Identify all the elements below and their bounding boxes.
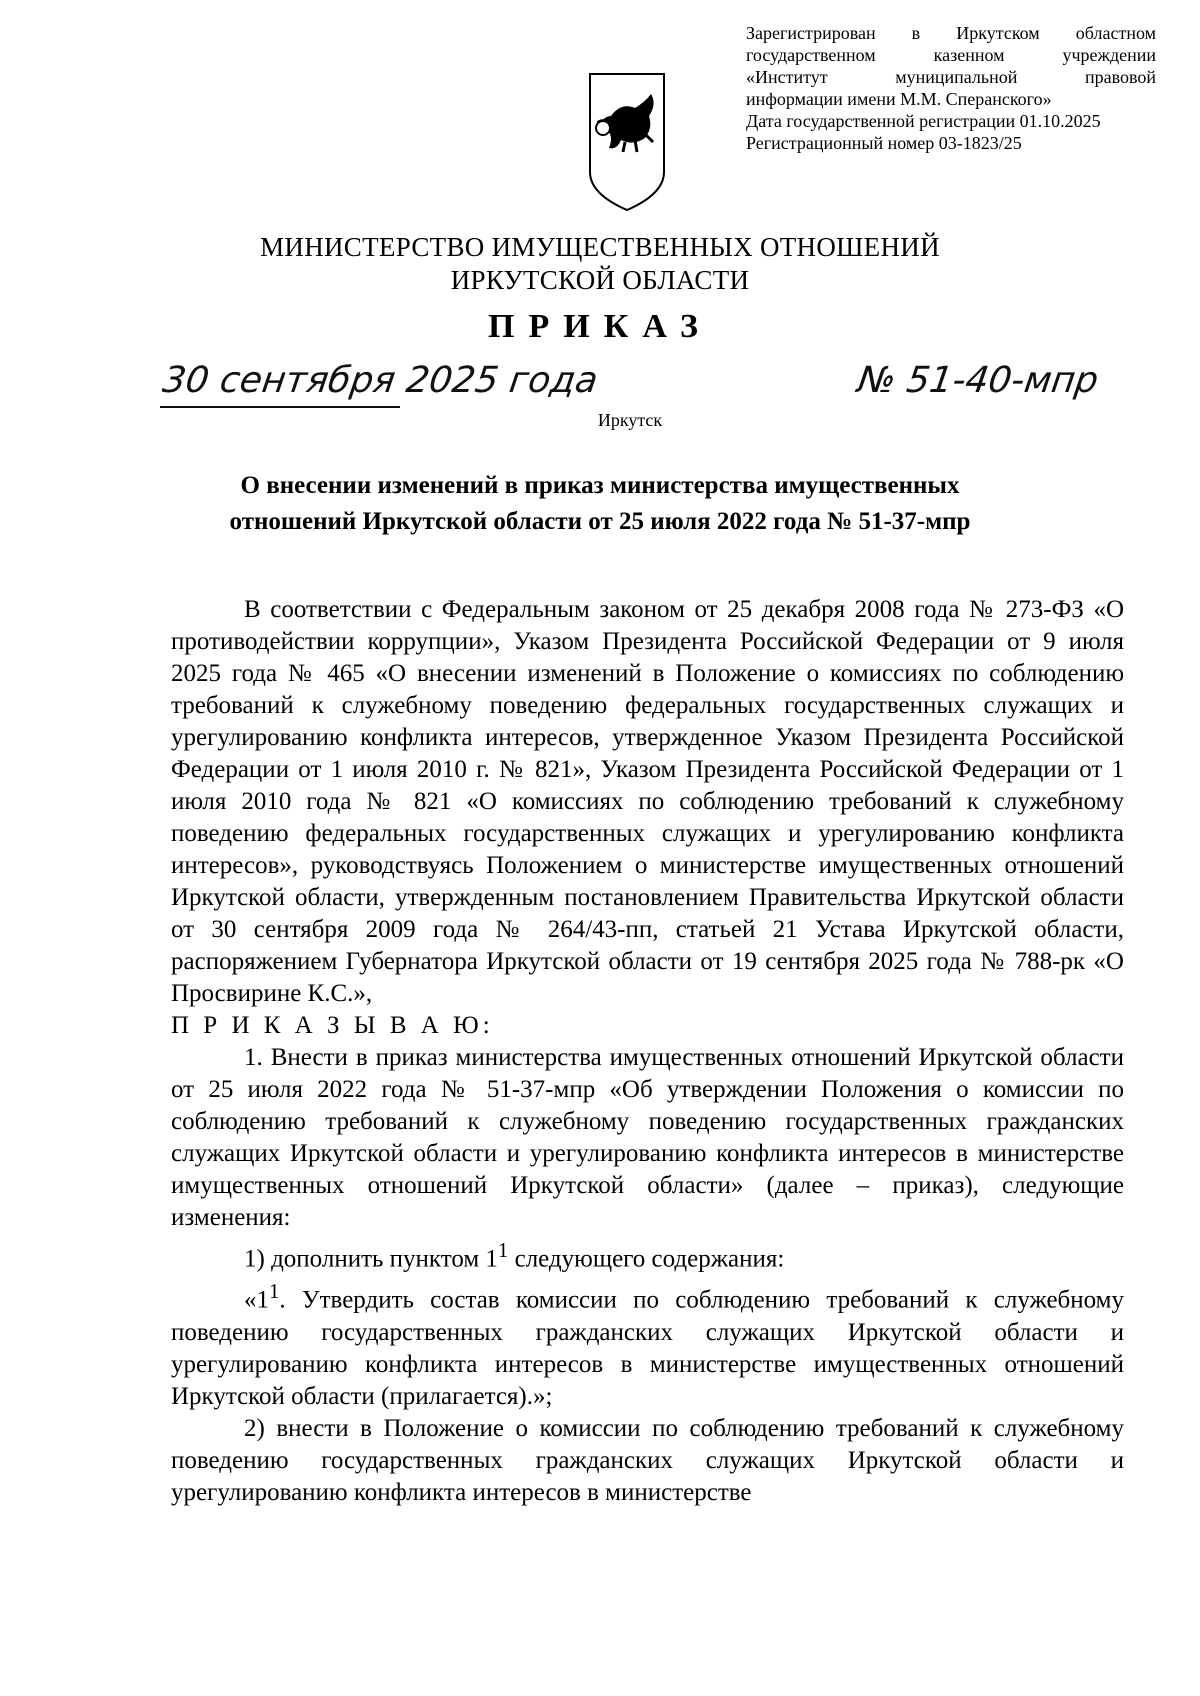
item-1-paragraph: 1. Внести в приказ министерства имущественных отношений Иркутской области от 25 июля 2022 года № 51-37-мпр «Об утверждении Положения о комиссии по соблюдению требований к служебному поведению государственных гражданских служащих Иркутской области и урегулированию конфликта интересов в министерстве имущественных отношений Иркутской области» (далее – приказ), следующие изменения: xyxy=(171,1044,1124,1231)
item-1-2-paragraph: 2) внести в Положение о комиссии по соблюдению требований к служебному поведению государственных гражданских служащих Иркутской области и урегулированию конфликта интересов в министерстве xyxy=(171,1414,1124,1506)
handwritten-date: 30 сентября 2025 года xyxy=(160,360,601,401)
registration-line: Зарегистрирован в Иркутском областном xyxy=(746,23,1156,43)
registration-stamp xyxy=(746,22,1156,154)
preamble-paragraph: В соответствии с Федеральным законом от 25 декабря 2008 года № 273-ФЗ «О противодействии коррупции», Указом Президента Российской Федерации от 9 июля 2025 года № 465 «О внесении изменений в Положение о комиссиях по соблюдению требований к служебному поведению федеральных государственных служащих и урегулированию конфликта интересов, утвержденное Указом Президента Российской Федерации от 1 июля 2010 г. № 821», Указом Президента Российской Федерации от 1 июля 2010 года № 821 «О комиссиях по соблюдению требований к служебному поведению федеральных государственных служащих и урегулированию конфликта интересов», руководствуясь Положением о министерстве имущественных отношений Иркутской области, утвержденным постановлением Правительства Иркутской области от 30 сентября 2009 года № 264/43-пп, статьей 21 Устава Иркутской области, распоряжением Губернатора Иркутской области от 19 сентября 2025 года № 788-рк «О Просвирине К.С.», xyxy=(171,596,1124,1007)
registration-line: Регистрационный номер 03-1823/25 xyxy=(746,133,1022,153)
item-text: следующего содержания: xyxy=(508,1245,785,1273)
superscript: 1 xyxy=(497,1238,509,1262)
ministry-line: МИНИСТЕРСТВО ИМУЩЕСТВЕННЫХ ОТНОШЕНИЙ xyxy=(260,232,940,262)
document-body xyxy=(171,594,1124,1509)
title-line: О внесении изменений в приказ министерства имущественных xyxy=(240,472,960,499)
registration-line: государственном казенном учреждении xyxy=(746,45,1156,65)
order-word: П Р И К А З Ы В А Ю: xyxy=(171,1012,494,1039)
quoted-clause-paragraph xyxy=(171,1275,1124,1412)
item-text: «1 xyxy=(244,1286,269,1314)
city-label: Иркутск xyxy=(597,410,663,430)
item-1-1-paragraph xyxy=(171,1234,1124,1275)
title-line: отношений Иркутской области от 25 июля 2022 года № 51-37-мпр xyxy=(229,508,971,535)
registration-line: «Институт муниципальной правовой xyxy=(746,67,1156,87)
registration-line: Дата государственной регистрации 01.10.2025 xyxy=(746,111,1101,131)
ministry-line: ИРКУТСКОЙ ОБЛАСТИ xyxy=(450,265,750,295)
superscript: 1 xyxy=(269,1279,280,1304)
document-title xyxy=(0,468,1200,540)
item-text: 1) дополнить пунктом 1 xyxy=(244,1245,498,1273)
sable-coat-of-arms-icon xyxy=(587,72,667,212)
document-type-heading: ПРИКАЗ xyxy=(488,308,712,345)
registration-line: информации имени М.М. Сперанского» xyxy=(746,89,1052,109)
item-text: . Утвердить состав комиссии по соблюдению требований к служебному поведению государственных гражданских служащих Иркутской области и урегулированию конфликта интересов в министерстве имущественных отношений Иркутской области (прилагается).»; xyxy=(171,1286,1124,1410)
date-underline xyxy=(160,406,400,408)
ministry-name xyxy=(0,231,1200,297)
handwritten-number: № 51-40-мпр xyxy=(855,360,1101,401)
